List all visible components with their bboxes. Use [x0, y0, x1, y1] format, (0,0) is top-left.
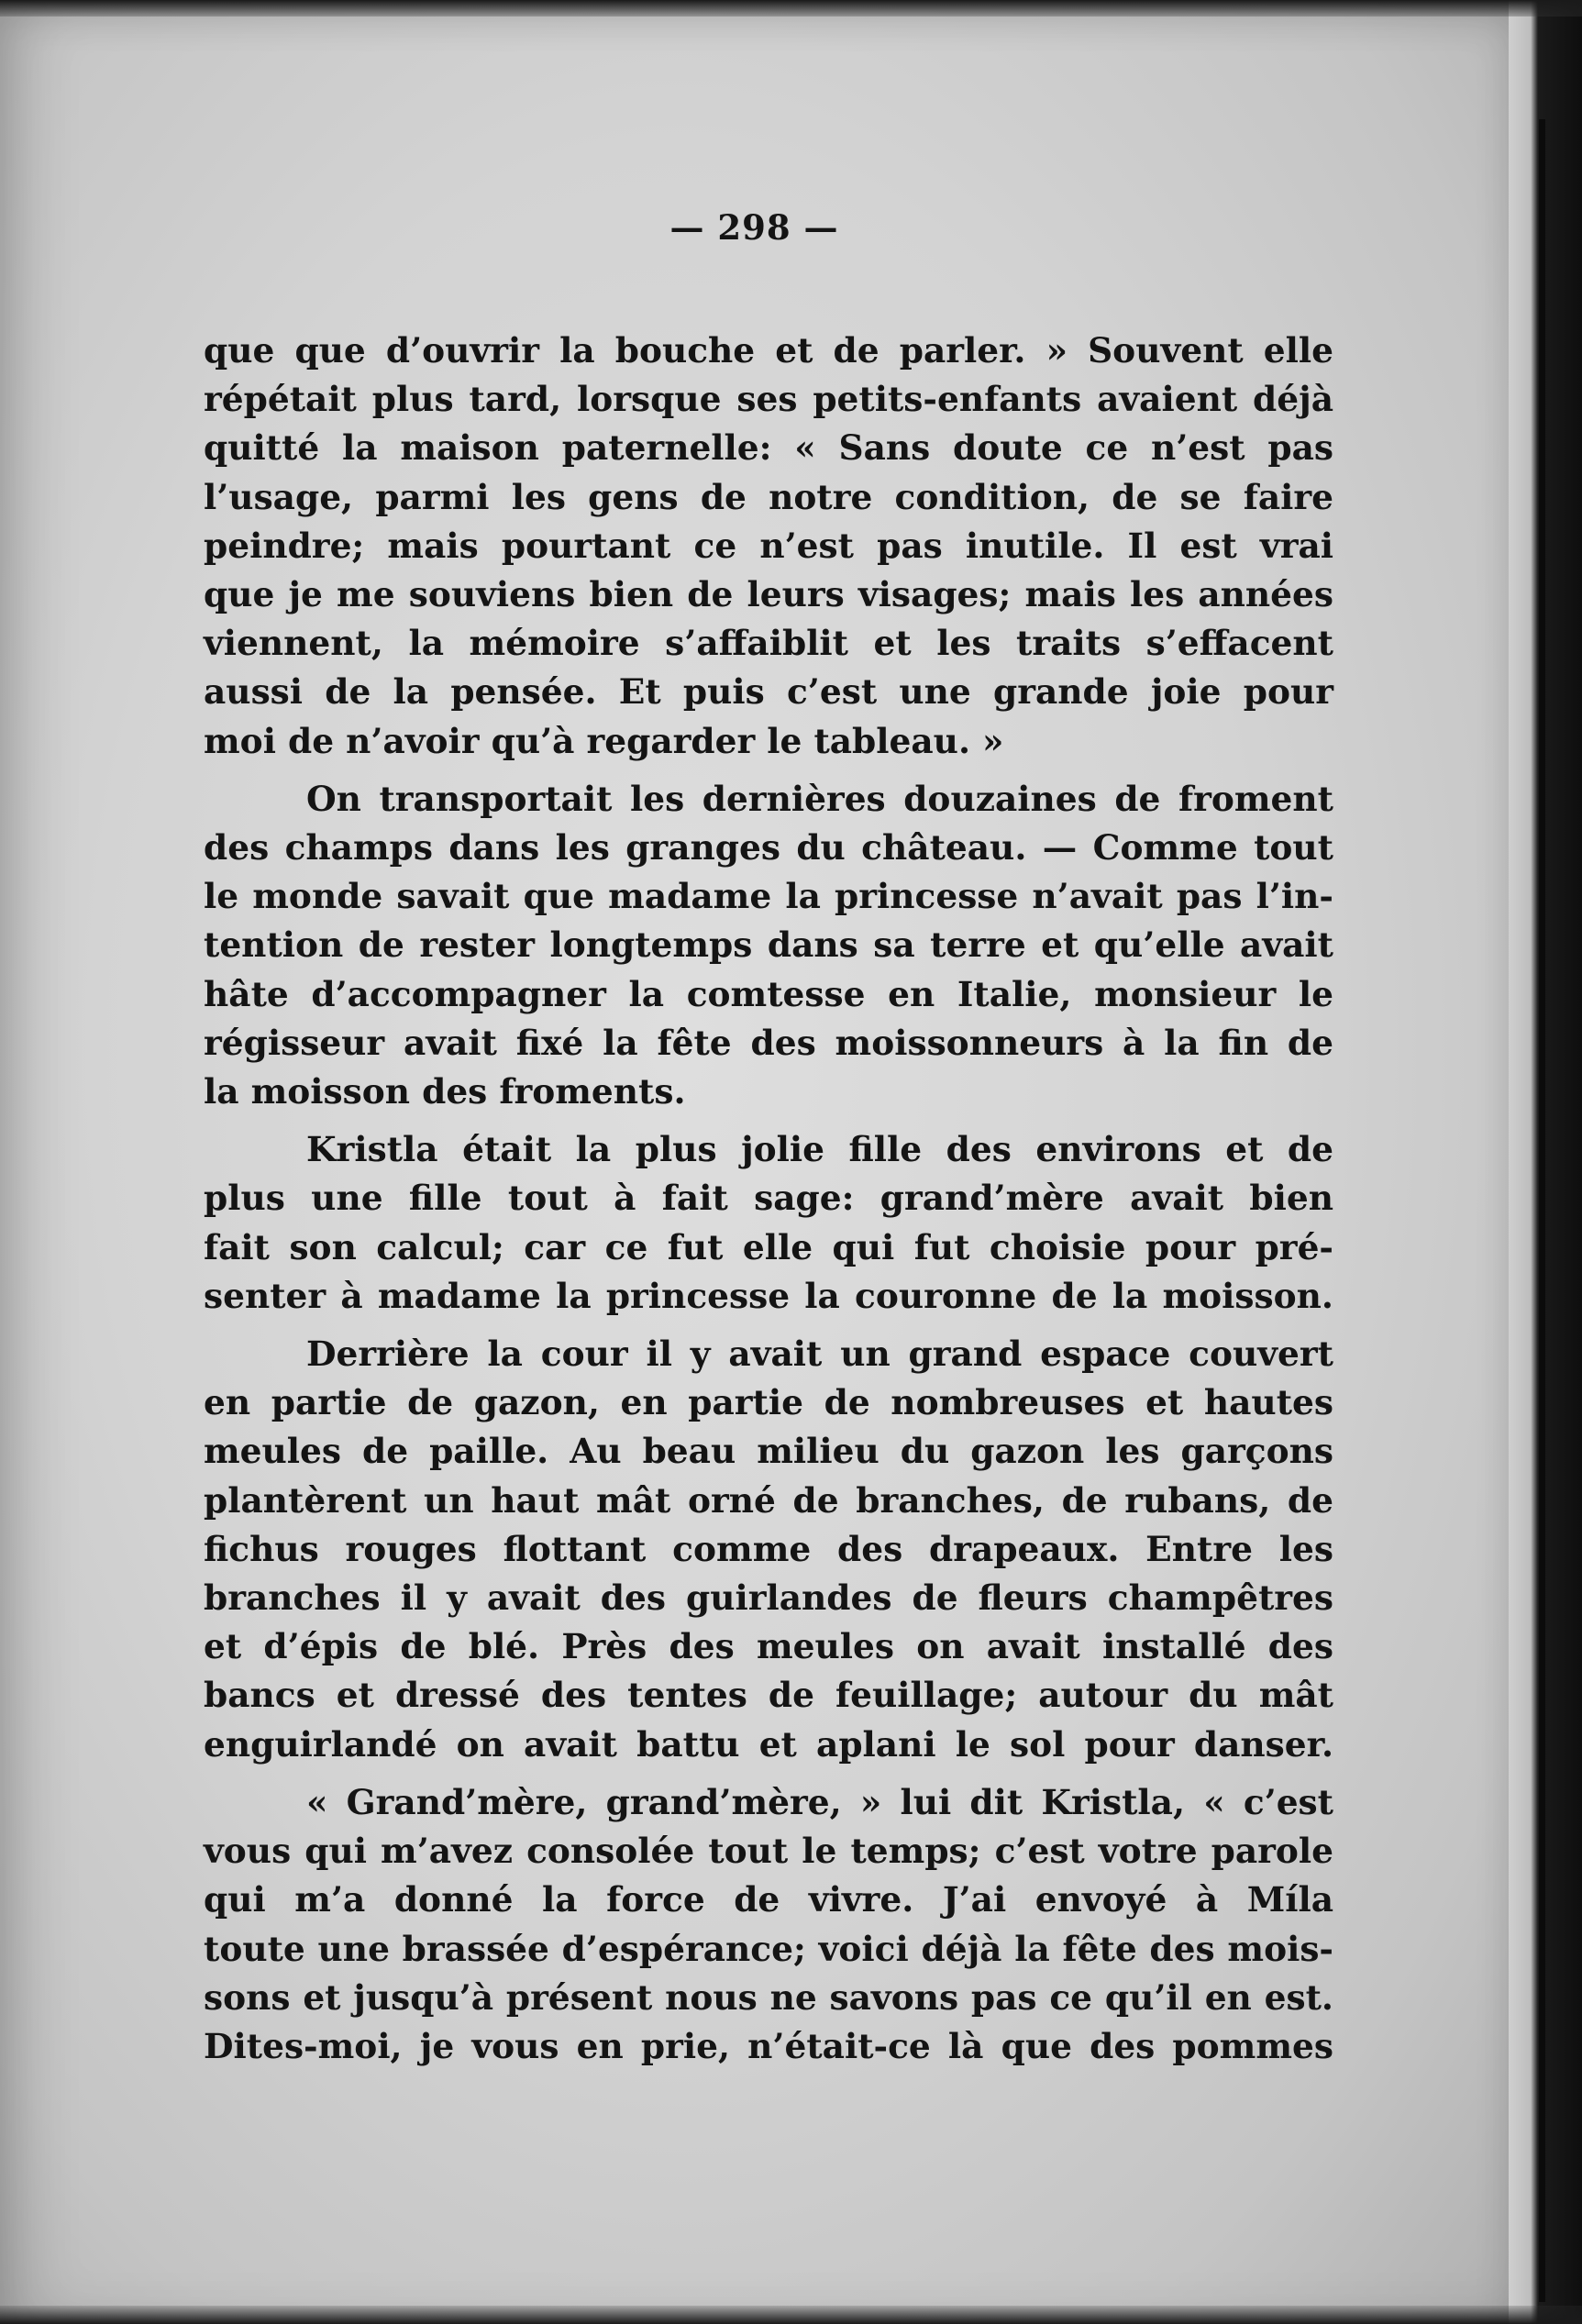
text-line: viennent, la mémoire s’affaiblit et les traits s’effacent: [204, 623, 1333, 664]
bottom-scan-edge: [0, 2306, 1582, 2324]
text-line: moi de n’avoir qu’à regarder le tableau. »: [204, 720, 1004, 761]
text-line: qui m’a donné la force de vivre. J’ai envoyé à Míla: [204, 1879, 1333, 1920]
text-line: senter à madame la princesse la couronne de la moisson.: [204, 1275, 1333, 1316]
text-line: plus une fille tout à fait sage: grand’mère avait bien: [204, 1178, 1333, 1219]
text-line: sons et jusqu’à présent nous ne savons pas ce qu’il en est.: [204, 1976, 1333, 2018]
text-line: hâte d’accompagner la comtesse en Italie, monsieur le: [204, 973, 1333, 1014]
text-line: fait son calcul; car ce fut elle qui fut choisie pour pré-: [204, 1226, 1333, 1267]
text-line: On transportait les dernières douzaines de froment: [306, 778, 1333, 819]
text-line: aussi de la pensée. Et puis c’est une grande joie pour: [204, 671, 1333, 713]
text-line: plantèrent un haut mât orné de branches, de rubans, de: [204, 1479, 1333, 1521]
text-line: l’usage, parmi les gens de notre condition, de se faire: [204, 476, 1333, 517]
text-line: branches il y avait des guirlandes de fleurs champêtres: [204, 1577, 1333, 1619]
text-line: la moisson des froments.: [204, 1071, 686, 1112]
text-line: le monde savait que madame la princesse n’avait pas l’in-: [204, 876, 1333, 917]
text-line: vous qui m’avez consolée tout le temps; c’est votre parole: [204, 1831, 1333, 1872]
text-line: Derrière la cour il y avait un grand espace couvert: [306, 1334, 1333, 1375]
spine-edge-line: [1539, 119, 1545, 2302]
text-line: que je me souviens bien de leurs visages; mais les années: [204, 574, 1333, 615]
text-line: régisseur avait fixé la fête des moissonneurs à la fin de: [204, 1022, 1333, 1063]
text-line: peindre; mais pourtant ce n’est pas inutile. Il est vrai: [204, 525, 1333, 566]
book-spine-shadow: [1509, 0, 1582, 2324]
paragraph: [204, 1330, 1333, 1769]
text-line: quitté la maison paternelle: « Sans doute ce n’est pas: [204, 427, 1333, 469]
text-line: tention de rester longtemps dans sa terre et qu’elle avait: [204, 924, 1333, 966]
top-scan-edge: [0, 0, 1582, 17]
paragraph: [204, 775, 1333, 1116]
text-line: toute une brassée d’espérance; voici déjà la fête des mois-: [204, 1928, 1333, 1969]
text-line: que que d’ouvrir la bouche et de parler. » Souvent elle: [204, 330, 1333, 371]
text-line: « Grand’mère, grand’mère, » lui dit Kristla, « c’est: [306, 1781, 1333, 1822]
text-line: Kristla était la plus jolie fille des environs et de: [306, 1129, 1333, 1170]
text-line: des champs dans les granges du château. — Comme tout: [204, 827, 1333, 869]
text-line: meules de paille. Au beau milieu du gazon les garçons: [204, 1431, 1333, 1472]
text-line: et d’épis de blé. Près des meules on avait installé des: [204, 1626, 1333, 1667]
paragraph: [204, 1125, 1333, 1321]
text-line: en partie de gazon, en partie de nombreuses et hautes: [204, 1382, 1333, 1423]
paragraph: [204, 326, 1333, 766]
text-line: bancs et dressé des tentes de feuillage; autour du mât: [204, 1675, 1333, 1716]
body-text: [204, 326, 1333, 2080]
text-line: Dites-moi, je vous en prie, n’était-ce là que des pommes: [204, 2025, 1333, 2066]
text-line: fichus rouges flottant comme des drapeaux. Entre les: [204, 1528, 1333, 1569]
text-line: répétait plus tard, lorsque ses petits-enfants avaient déjà: [204, 379, 1333, 420]
paragraph: [204, 1778, 1333, 2071]
text-line: enguirlandé on avait battu et aplani le sol pour danser.: [204, 1723, 1333, 1765]
page-number: — 298 —: [669, 207, 839, 248]
